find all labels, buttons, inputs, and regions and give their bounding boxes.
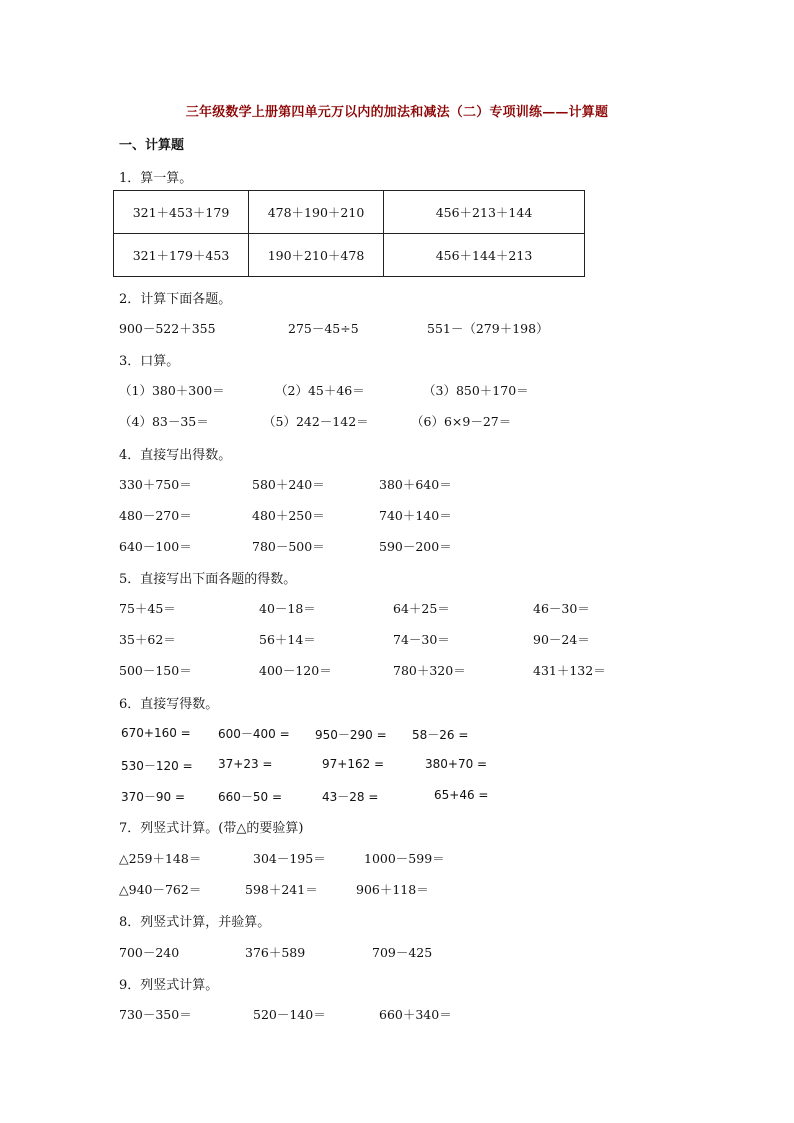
expression: 330＋750＝ bbox=[119, 477, 192, 492]
expression: 900－522＋355 bbox=[119, 321, 216, 336]
expression: 590－200＝ bbox=[379, 539, 452, 554]
question-1-table bbox=[113, 190, 585, 277]
table-cell: 321＋453＋179 bbox=[114, 191, 249, 234]
expression: （2）45＋46＝ bbox=[275, 383, 365, 398]
table-row bbox=[114, 191, 585, 234]
question-5-label: 5．直接写出下面各题的得数。 bbox=[119, 572, 297, 587]
expression: 551－（279＋198） bbox=[427, 321, 549, 336]
question-4-label: 4．直接写出得数。 bbox=[119, 448, 232, 463]
expression: 600－400 = bbox=[218, 727, 290, 741]
question-1-label: 1．算一算。 bbox=[119, 171, 193, 186]
expression: 65+46 = bbox=[434, 788, 489, 802]
question-9-label: 9．列竖式计算。 bbox=[119, 978, 219, 993]
expression: 35＋62＝ bbox=[119, 632, 176, 647]
expression: 74－30＝ bbox=[393, 632, 450, 647]
expression: 598＋241＝ bbox=[245, 882, 318, 897]
expression: 500－150＝ bbox=[119, 663, 192, 678]
expression: 480－270＝ bbox=[119, 508, 192, 523]
expression: 640－100＝ bbox=[119, 539, 192, 554]
expression: 780＋320＝ bbox=[393, 663, 466, 678]
expression: （3）850＋170＝ bbox=[423, 383, 529, 398]
expression: 709－425 bbox=[372, 945, 433, 960]
table-row bbox=[114, 234, 585, 277]
question-8-label: 8．列竖式计算，并验算。 bbox=[119, 915, 271, 930]
expression: 380＋640＝ bbox=[379, 477, 452, 492]
expression: 380+70 = bbox=[425, 757, 488, 771]
expression: 670+160 = bbox=[121, 726, 191, 740]
expression: 700－240 bbox=[119, 945, 180, 960]
expression: （6）6×9－27＝ bbox=[411, 414, 512, 429]
expression: （1）380＋300＝ bbox=[119, 383, 225, 398]
expression: △259＋148＝ bbox=[119, 851, 202, 866]
expression: 90－24＝ bbox=[533, 632, 590, 647]
expression: 37+23 = bbox=[218, 757, 273, 771]
expression: （4）83－35＝ bbox=[119, 414, 209, 429]
table-cell: 190＋210＋478 bbox=[249, 234, 384, 277]
table-cell: 456＋144＋213 bbox=[384, 234, 585, 277]
expression: 40－18＝ bbox=[259, 601, 316, 616]
document-title: 三年级数学上册第四单元万以内的加法和减法（二）专项训练——计算题 bbox=[185, 105, 609, 120]
expression: 1000－599＝ bbox=[364, 851, 445, 866]
expression: 43－28 = bbox=[322, 790, 379, 804]
expression: 58－26 = bbox=[412, 728, 469, 742]
expression: 660－50 = bbox=[218, 790, 283, 804]
expression: 660＋340＝ bbox=[379, 1007, 452, 1022]
expression: 400－120＝ bbox=[259, 663, 332, 678]
expression: 56＋14＝ bbox=[259, 632, 316, 647]
expression: 530－120 = bbox=[121, 759, 193, 773]
expression: △940－762＝ bbox=[119, 882, 202, 897]
expression: 480＋250＝ bbox=[252, 508, 325, 523]
expression: 275－45÷5 bbox=[288, 321, 359, 336]
table-cell: 478＋190＋210 bbox=[249, 191, 384, 234]
question-3-label: 3．口算。 bbox=[119, 354, 180, 369]
question-6-label: 6．直接写得数。 bbox=[119, 697, 219, 712]
expression: 730－350＝ bbox=[119, 1007, 192, 1022]
expression: 304－195＝ bbox=[253, 851, 326, 866]
expression: 950－290 = bbox=[315, 728, 387, 742]
question-7-label: 7．列竖式计算。(带△的要验算) bbox=[119, 821, 304, 836]
expression: 431＋132＝ bbox=[533, 663, 606, 678]
section-heading: 一、计算题 bbox=[119, 138, 185, 153]
expression: 780－500＝ bbox=[252, 539, 325, 554]
expression: 97+162 = bbox=[322, 757, 385, 771]
table-cell: 456＋213＋144 bbox=[384, 191, 585, 234]
question-2-label: 2．计算下面各题。 bbox=[119, 292, 232, 307]
expression: （5）242－142＝ bbox=[263, 414, 369, 429]
expression: 376＋589 bbox=[245, 945, 306, 960]
table-cell: 321＋179＋453 bbox=[114, 234, 249, 277]
expression: 370－90 = bbox=[121, 790, 186, 804]
expression: 75＋45＝ bbox=[119, 601, 176, 616]
expression: 740＋140＝ bbox=[379, 508, 452, 523]
expression: 906＋118＝ bbox=[356, 882, 429, 897]
expression: 520－140＝ bbox=[253, 1007, 326, 1022]
expression: 46－30＝ bbox=[533, 601, 590, 616]
expression: 64＋25＝ bbox=[393, 601, 450, 616]
expression: 580＋240＝ bbox=[252, 477, 325, 492]
